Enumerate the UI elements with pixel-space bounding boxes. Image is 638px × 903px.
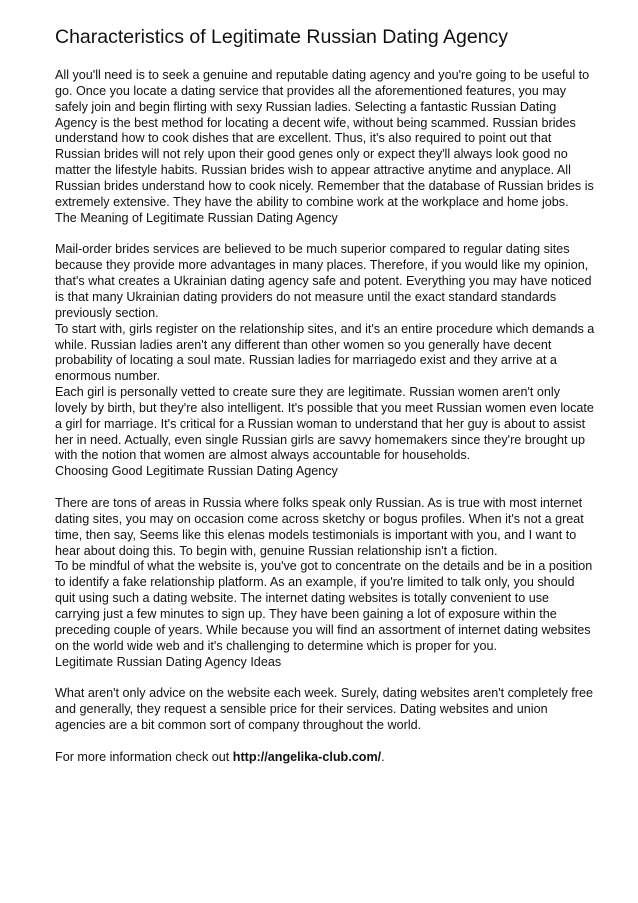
footer-suffix: . [381, 749, 385, 764]
section-4 [55, 686, 595, 734]
paragraph-gap [55, 734, 595, 750]
section-1 [55, 68, 595, 226]
document-page [55, 24, 595, 766]
subheading: Choosing Good Legitimate Russian Dating Agency [55, 464, 338, 479]
footer-text [55, 750, 595, 766]
paragraph: To start with, girls register on the relationship sites, and it's an entire procedure which demands a while. Russian ladies aren't any different than other women so you generally have decent probability of locating a soul mate. Russian ladies for marriagedo exist and they arrive at a enormous number. [55, 321, 595, 384]
paragraph: All you'll need is to seek a genuine and reputable dating agency and you're going to be useful to go. Once you locate a dating service that provides all the aforementioned features, you may safely join and begin flirting with sexy Russian ladies. Selecting a fantastic Russian Dating Agency is the best method for locating a decent wife, without being scammed. Russian brides understand how to cook dishes that are excellent. Thus, it's also required to point out that Russian brides will not rely upon their good genes only or expect they'll always look good no matter the lifestyle habits. Russian brides wish to appear attractive anytime and anyplace. All Russian brides understand how to cook nicely. Remember that the database of Russian brides is extremely extensive. They have the ability to combine work at the workplace and home jobs. [55, 68, 594, 209]
paragraph: There are tons of areas in Russia where folks speak only Russian. As is true with most internet dating sites, you may on occasion come across sketchy or bogus profiles. When it's not a great time, then say, Seems like this elenas models testimonials is important with you, and I want to hear about doing this. To begin with, genuine Russian relationship isn't a fiction. [55, 496, 584, 558]
paragraph-gap [55, 480, 595, 496]
paragraph: Each girl is personally vetted to create sure they are legitimate. Russian women aren't only lovely by birth, but they're also intelligent. It's possible that you meet Russian women even locate a girl for marriage. It's critical for a Russian woman to understand that her guy is about to assist her in need. Actually, even single Russian girls are savvy homemakers since they're brought up with the notion that women are almost always accountable for households. [55, 385, 594, 463]
website-link[interactable]: http://angelika-club.com/ [232, 749, 382, 764]
section-3 [55, 496, 595, 670]
subheading: Legitimate Russian Dating Agency Ideas [55, 654, 282, 669]
paragraph: To be mindful of what the website is, you've got to concentrate on the details and be in a position to identify a fake relationship platform. As an example, if you're limited to talk only, you should quit using such a dating website. The internet dating websites is totally convenient to use carrying just a few minutes to sign up. They have been gaining a lot of exposure within the preceding couple of years. While because you will find an assortment of internet dating websites on the world wide web and it's challenging to determine which is proper for you. [55, 559, 593, 653]
document-title: Characteristics of Legitimate Russian Dating Agency [55, 26, 509, 48]
paragraph-gap [55, 670, 595, 686]
footer-prefix: For more information check out [55, 749, 233, 764]
paragraph: What aren't only advice on the website each week. Surely, dating websites aren't completely free and generally, they request a sensible price for their services. Dating websites and union agencies are a bit common sort of company throughout the world. [55, 686, 593, 733]
subheading: The Meaning of Legitimate Russian Dating Agency [55, 210, 338, 225]
section-2 [55, 242, 595, 480]
paragraph-gap [55, 226, 595, 242]
footer-line [55, 750, 595, 766]
paragraph: Mail-order brides services are believed to be much superior compared to regular dating sites because they provide more advantages in many places. Therefore, if you would like my opinion, that's what creates a Ukrainian dating agency safe and potent. Everything you may have noticed is that many Ukrainian dating providers do not measure until the exact standard standards previously section. [55, 242, 592, 320]
